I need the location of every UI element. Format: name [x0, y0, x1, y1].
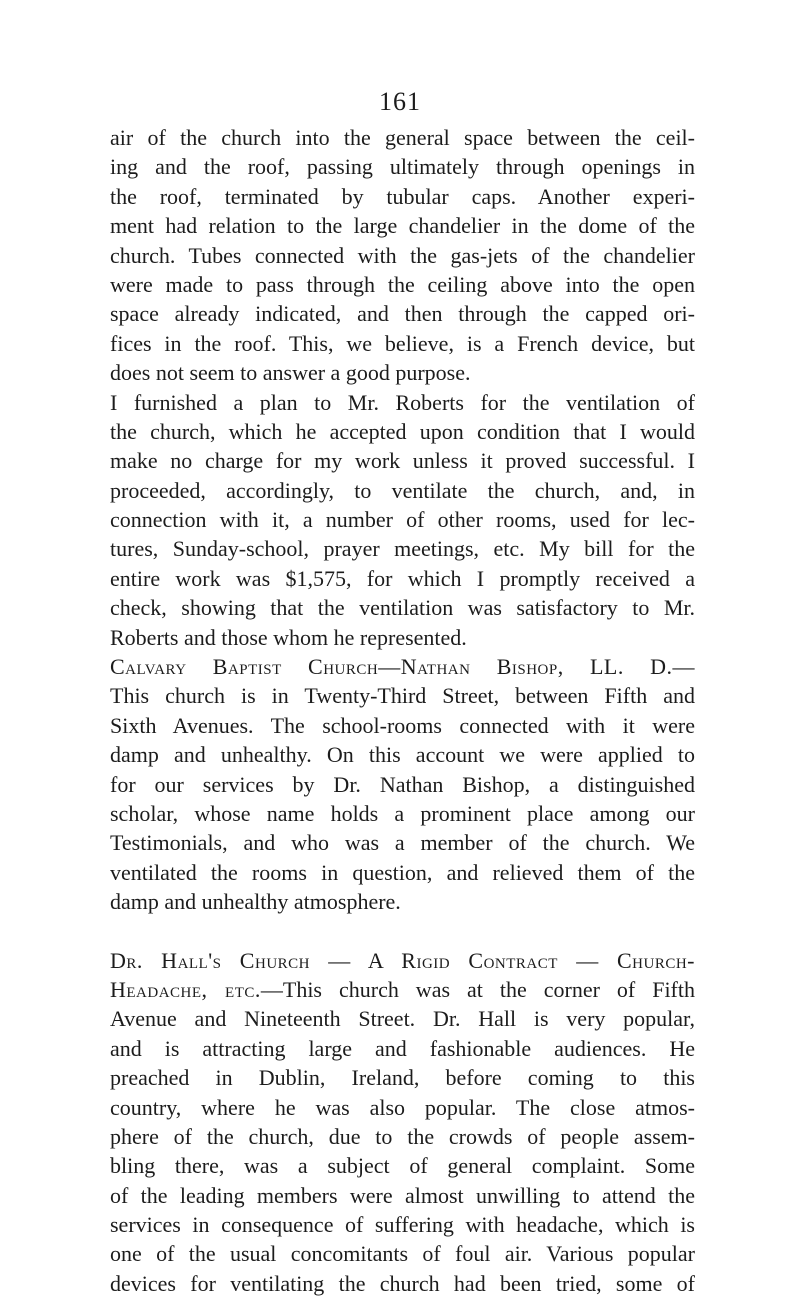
- text-line: bling there, was a subject of general complaint. Some: [110, 1153, 695, 1179]
- section-gap: [110, 917, 695, 946]
- text-line: ventilated the rooms in question, and relieved them of the: [110, 859, 695, 885]
- text-line: Sixth Avenues. The school-rooms connected with it were: [110, 712, 695, 738]
- text-line: the roof, terminated by tubular caps. Another experi-: [110, 183, 695, 209]
- text-line: This church is in Twenty-Third Street, between Fifth and: [110, 683, 695, 709]
- text-line: space already indicated, and then through the capped ori-: [110, 301, 695, 327]
- text-line: services in consequence of suffering with headache, which is: [110, 1212, 695, 1238]
- text-line-with-heading: [110, 975, 695, 1004]
- text-line: I furnished a plan to Mr. Roberts for the ventilation of: [110, 389, 695, 415]
- page-number: 161: [379, 87, 421, 116]
- text-line: damp and unhealthy. On this account we were applied to: [110, 742, 695, 768]
- text-run: —This church was at the corner of Fifth: [260, 976, 695, 1002]
- paragraph-1: [110, 123, 695, 388]
- text-line: make no charge for my work unless it proved successful. I: [110, 448, 695, 474]
- text-line: Testimonials, and who was a member of the church. We: [110, 830, 695, 856]
- text-line: proceeded, accordingly, to ventilate the church, and, in: [110, 477, 695, 503]
- text-line: fices in the roof. This, we believe, is a French device, but: [110, 330, 695, 356]
- paragraph-dr-halls-church: [110, 946, 695, 1299]
- text-line: damp and unhealthy atmosphere.: [110, 889, 401, 915]
- text-line: preached in Dublin, Ireland, before coming to this: [110, 1065, 695, 1091]
- text-line: one of the usual concomitants of foul air. Various popular: [110, 1241, 695, 1267]
- text-line: the church, which he accepted upon condition that I would: [110, 418, 695, 444]
- paragraph-calvary-baptist: [110, 652, 695, 917]
- text-line: Avenue and Nineteenth Street. Dr. Hall is very popular,: [110, 1006, 695, 1032]
- text-line: air of the church into the general space between the ceil-: [110, 125, 695, 150]
- section-heading-continued: Headache, etc.: [110, 976, 261, 1002]
- text-line: Roberts and those whom he represented.: [110, 624, 467, 650]
- section-heading: Dr. Hall's Church — A Rigid Contract — Church-: [110, 947, 695, 973]
- section-heading: Calvary Baptist Church—Nathan Bishop, LL. D.—: [110, 654, 695, 680]
- text-line: tures, Sunday-school, prayer meetings, etc. My bill for the: [110, 536, 695, 562]
- paragraph-2: [110, 388, 695, 653]
- body-text: [110, 123, 695, 1298]
- text-line: for our services by Dr. Nathan Bishop, a distinguished: [110, 771, 695, 797]
- text-line: ment had relation to the large chandelier in the dome of the: [110, 213, 695, 239]
- text-line: were made to pass through the ceiling above into the open: [110, 271, 695, 297]
- text-line: does not seem to answer a good purpose.: [110, 360, 471, 386]
- text-line: country, where he was also popular. The close atmos-: [110, 1094, 695, 1120]
- text-line: and is attracting large and fashionable audiences. He: [110, 1035, 695, 1061]
- text-line: ing and the roof, passing ultimately through openings in: [110, 154, 695, 180]
- text-line: church. Tubes connected with the gas-jets of the chandelier: [110, 242, 695, 268]
- text-line: connection with it, a number of other rooms, used for lec-: [110, 507, 695, 533]
- text-line: check, showing that the ventilation was satisfactory to Mr.: [110, 595, 695, 621]
- text-line: devices for ventilating the church had been tried, some of: [110, 1270, 695, 1296]
- text-line: scholar, whose name holds a prominent place among our: [110, 800, 695, 826]
- text-line: entire work was $1,575, for which I promptly received a: [110, 565, 695, 591]
- text-line: phere of the church, due to the crowds of people assem-: [110, 1123, 695, 1149]
- text-line: of the leading members were almost unwilling to attend the: [110, 1182, 695, 1208]
